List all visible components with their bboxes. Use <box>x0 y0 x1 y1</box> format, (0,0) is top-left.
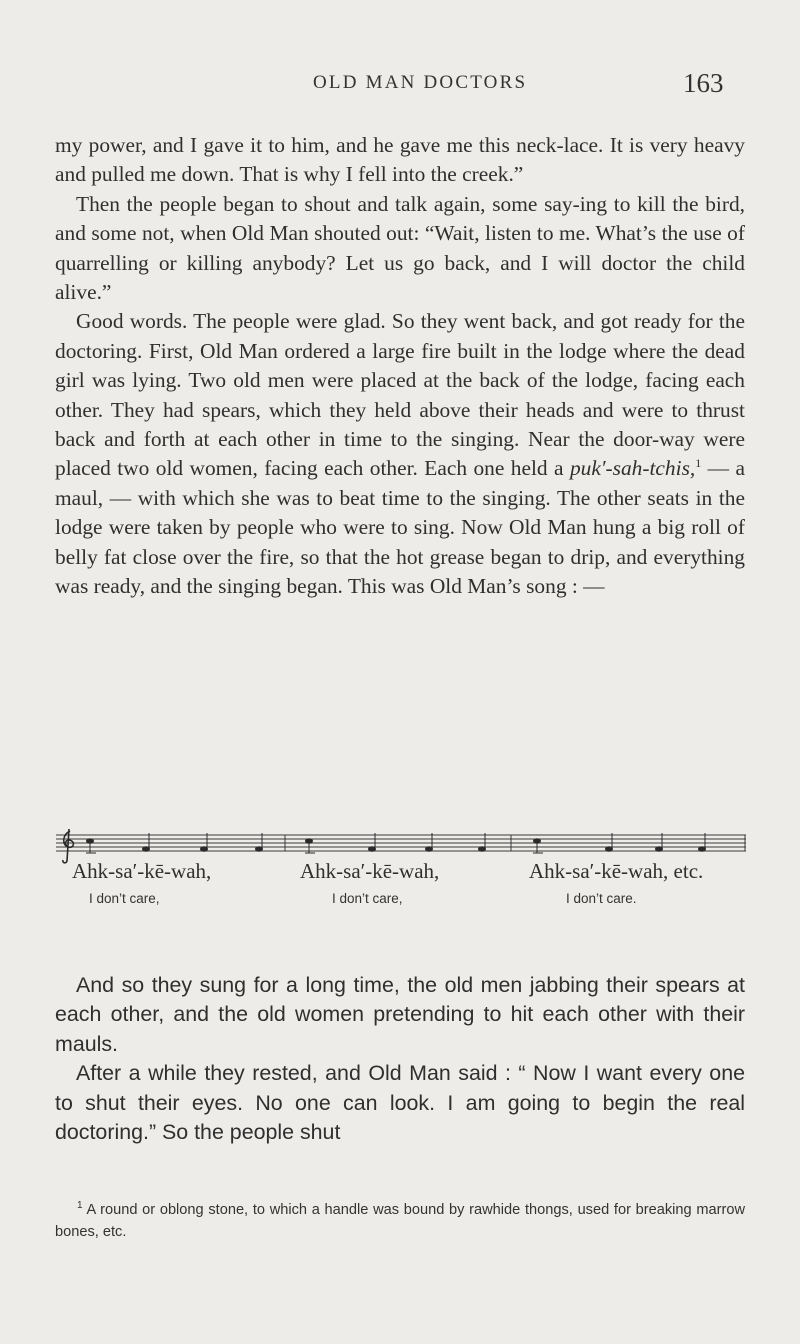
paragraph-5: After a while they rested, and Old Man said : “ Now I want every one to shut their eyes. No one can look. I am going to begin the real doctoring.” So the people shut <box>55 1061 745 1145</box>
page-number: 163 <box>683 68 724 98</box>
paragraph-3-text-b: — a maul, — with which she was to beat time to the singing. The other seats in the lodge were taken by people who were to sing. Now Old Man hung a big roll of belly fat close over the fire, so that the hot grease began to drip, and everything was ready, and the singing began. This was Old Man’s song : — <box>55 456 745 599</box>
footnote-reference: 1 <box>695 456 702 471</box>
lyric-2: Ahk-sa′-kē-wah, <box>300 859 440 883</box>
body-text <box>55 131 745 602</box>
footnote-text: A round or oblong stone, to which a handle was bound by rawhide thongs, used for breaking marrow bones, etc. <box>55 1202 745 1240</box>
paragraph-1: my power, and I gave it to him, and he gave me this neck-lace. It is very heavy and pulled me down. That is why I fell into the creek.” <box>55 133 745 187</box>
footnote-mark: 1 <box>77 1200 83 1211</box>
body-text-continued <box>55 971 745 1147</box>
paragraph-3 <box>55 307 745 601</box>
translation-1: I don’t care, <box>89 891 160 906</box>
paragraph-3-text-a: Good words. The people were glad. So they went back, and got ready for the doctoring. First, Old Man ordered a large fire built in the lodge where the dead girl was lying. Two old men were placed at the back of the lodge, facing each other. They had spears, which they held above their heads and were to thrust back and forth at each other in time to the singing. Near the door-way were placed two old women, facing each other. Each one held a <box>55 309 745 481</box>
translation-2: I don’t care, <box>332 891 403 906</box>
music-notation <box>56 825 746 937</box>
paragraph-2: Then the people began to shout and talk again, some say-ing to kill the bird, and some not, when Old Man shouted out: “Wait, listen to me. What’s the use of quarrelling or killing anybody? Let us go back, and I will doctor the child alive.” <box>55 191 745 305</box>
lyric-3: Ahk-sa′-kē-wah, etc. <box>529 859 704 883</box>
running-head <box>0 70 800 110</box>
paragraph-3-italic-term: puk′-sah-tchis, <box>569 456 696 481</box>
treble-clef-icon <box>63 829 74 863</box>
footnote <box>55 1199 745 1243</box>
running-title: OLD MAN DOCTORS <box>313 72 528 93</box>
translation-3: I don’t care. <box>566 891 637 906</box>
paragraph-4: And so they sung for a long time, the old men jabbing their spears at each other, and the old women pretending to hit each other with their mauls. <box>55 973 745 1056</box>
lyric-1: Ahk-sa′-kē-wah, <box>72 859 212 883</box>
